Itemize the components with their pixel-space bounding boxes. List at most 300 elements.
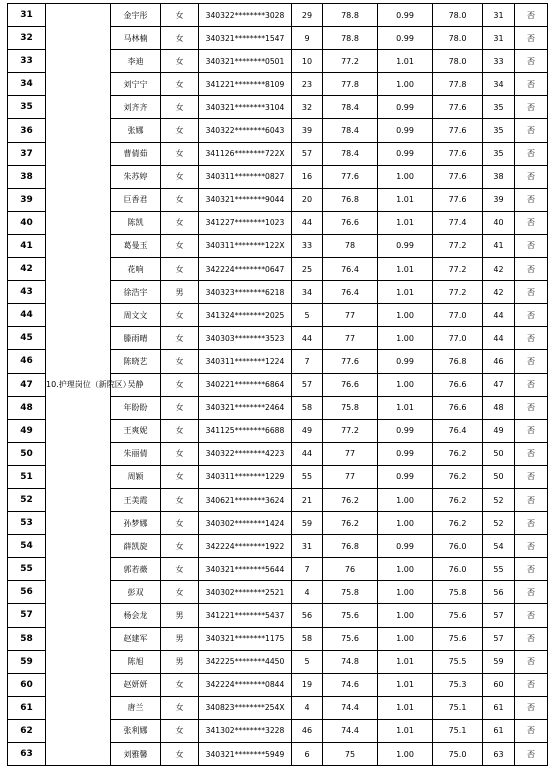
candidate-name: 杨会龙 [111,604,161,627]
exam-number-cell: 23 [292,73,323,96]
coefficient-cell: 0.99 [378,142,433,165]
coefficient-cell: 1.00 [378,373,433,396]
rank-cell: 60 [483,673,515,696]
coefficient-cell: 1.00 [378,604,433,627]
candidate-name: 年盼盼 [111,396,161,419]
id-number-cell: 340321********2464 [199,396,292,419]
final-score-cell: 76.0 [433,535,483,558]
qualified-flag-cell: 否 [515,211,548,234]
id-number-cell: 342225********4450 [199,650,292,673]
final-score-cell: 78.0 [433,27,483,50]
rank-cell: 42 [483,281,515,304]
interview-score-cell: 74.4 [323,696,378,719]
interview-score-cell: 74.6 [323,673,378,696]
row-number: 44 [8,304,46,327]
gender-cell: 女 [161,673,199,696]
final-score-cell: 75.6 [433,627,483,650]
exam-number-cell: 44 [292,211,323,234]
rank-cell: 57 [483,604,515,627]
final-score-cell: 77.6 [433,96,483,119]
gender-cell: 女 [161,396,199,419]
exam-number-cell: 20 [292,188,323,211]
interview-score-cell: 76.6 [323,211,378,234]
interview-score-cell: 76.4 [323,258,378,281]
candidate-name: 朱苏婷 [111,165,161,188]
exam-number-cell: 5 [292,304,323,327]
row-number: 39 [8,188,46,211]
rank-cell: 52 [483,488,515,511]
coefficient-cell: 1.01 [378,50,433,73]
final-score-cell: 77.6 [433,119,483,142]
coefficient-cell: 0.99 [378,465,433,488]
gender-cell: 女 [161,581,199,604]
rank-cell: 35 [483,119,515,142]
exam-number-cell: 4 [292,696,323,719]
rank-cell: 38 [483,165,515,188]
id-number-cell: 341324********2025 [199,304,292,327]
candidate-name: 赵妍妍 [111,673,161,696]
final-score-cell: 76.4 [433,419,483,442]
qualified-flag-cell: 否 [515,165,548,188]
candidate-name: 陈晓艺 [111,350,161,373]
exam-number-cell: 16 [292,165,323,188]
exam-number-cell: 6 [292,743,323,766]
final-score-cell: 76.0 [433,558,483,581]
interview-score-cell: 76.4 [323,281,378,304]
row-number: 54 [8,535,46,558]
id-number-cell: 340321********3104 [199,96,292,119]
exam-number-cell: 7 [292,350,323,373]
interview-score-cell: 75 [323,743,378,766]
results-table-body [8,4,548,766]
qualified-flag-cell: 否 [515,373,548,396]
qualified-flag-cell: 否 [515,604,548,627]
gender-cell: 女 [161,188,199,211]
candidate-name: 马林楠 [111,27,161,50]
id-number-cell: 340621********3624 [199,488,292,511]
coefficient-cell: 0.99 [378,96,433,119]
coefficient-cell: 1.00 [378,512,433,535]
exam-number-cell: 29 [292,4,323,27]
candidate-name: 陈旭 [111,650,161,673]
rank-cell: 46 [483,350,515,373]
exam-number-cell: 19 [292,673,323,696]
id-number-cell: 340823********254X [199,696,292,719]
interview-score-cell: 77 [323,304,378,327]
coefficient-cell: 0.99 [378,4,433,27]
qualified-flag-cell: 否 [515,743,548,766]
table-row [8,4,548,27]
id-number-cell: 340321********0501 [199,50,292,73]
exam-number-cell: 9 [292,27,323,50]
gender-cell: 女 [161,119,199,142]
candidate-name: 曹倩茹 [111,142,161,165]
rank-cell: 35 [483,96,515,119]
gender-cell: 女 [161,4,199,27]
qualified-flag-cell: 否 [515,50,548,73]
rank-cell: 33 [483,50,515,73]
final-score-cell: 75.1 [433,719,483,742]
coefficient-cell: 1.00 [378,488,433,511]
qualified-flag-cell: 否 [515,535,548,558]
candidate-name: 刘雅馨 [111,743,161,766]
id-number-cell: 340322********4223 [199,442,292,465]
gender-cell: 男 [161,650,199,673]
qualified-flag-cell: 否 [515,4,548,27]
coefficient-cell: 0.99 [378,119,433,142]
id-number-cell: 340321********1175 [199,627,292,650]
rank-cell: 61 [483,719,515,742]
coefficient-cell: 1.00 [378,581,433,604]
rank-cell: 54 [483,535,515,558]
final-score-cell: 77.0 [433,304,483,327]
interview-score-cell: 78.8 [323,27,378,50]
gender-cell: 女 [161,719,199,742]
candidate-name: 周颖 [111,465,161,488]
id-number-cell: 341125********6688 [199,419,292,442]
final-score-cell: 77.2 [433,258,483,281]
row-number: 48 [8,396,46,419]
rank-cell: 31 [483,4,515,27]
exam-number-cell: 5 [292,650,323,673]
interview-score-cell: 78 [323,234,378,257]
interview-score-cell: 77.6 [323,165,378,188]
id-number-cell: 340323********6218 [199,281,292,304]
interview-score-cell: 75.8 [323,581,378,604]
coefficient-cell: 1.01 [378,673,433,696]
rank-cell: 44 [483,304,515,327]
row-number: 63 [8,743,46,766]
qualified-flag-cell: 否 [515,696,548,719]
gender-cell: 女 [161,465,199,488]
id-number-cell: 341227********1023 [199,211,292,234]
rank-cell: 61 [483,696,515,719]
qualified-flag-cell: 否 [515,673,548,696]
row-number: 42 [8,258,46,281]
gender-cell: 女 [161,327,199,350]
row-number: 51 [8,465,46,488]
final-score-cell: 75.6 [433,604,483,627]
qualified-flag-cell: 否 [515,258,548,281]
candidate-name: 巨香君 [111,188,161,211]
exam-number-cell: 39 [292,119,323,142]
candidate-name: 朱丽倩 [111,442,161,465]
qualified-flag-cell: 否 [515,581,548,604]
id-number-cell: 340302********1424 [199,512,292,535]
candidate-name: 金宇彤 [111,4,161,27]
final-score-cell: 75.3 [433,673,483,696]
interview-score-cell: 77.2 [323,50,378,73]
exam-number-cell: 31 [292,535,323,558]
row-number: 33 [8,50,46,73]
qualified-flag-cell: 否 [515,234,548,257]
row-number: 50 [8,442,46,465]
qualified-flag-cell: 否 [515,27,548,50]
exam-number-cell: 10 [292,50,323,73]
final-score-cell: 77.6 [433,188,483,211]
candidate-name: 孙梦娜 [111,512,161,535]
qualified-flag-cell: 否 [515,419,548,442]
candidate-name: 王美霞 [111,488,161,511]
interview-score-cell: 76.2 [323,512,378,535]
interview-score-cell: 74.8 [323,650,378,673]
interview-score-cell: 76.2 [323,488,378,511]
qualified-flag-cell: 否 [515,73,548,96]
final-score-cell: 77.2 [433,281,483,304]
interview-score-cell: 77 [323,327,378,350]
coefficient-cell: 0.99 [378,535,433,558]
rank-cell: 41 [483,234,515,257]
row-number: 31 [8,4,46,27]
id-number-cell: 342224********1922 [199,535,292,558]
rank-cell: 35 [483,142,515,165]
coefficient-cell: 0.99 [378,27,433,50]
coefficient-cell: 1.00 [378,743,433,766]
id-number-cell: 341302********3228 [199,719,292,742]
row-number: 38 [8,165,46,188]
row-number: 57 [8,604,46,627]
final-score-cell: 76.2 [433,465,483,488]
final-score-cell: 76.8 [433,350,483,373]
gender-cell: 女 [161,304,199,327]
coefficient-cell: 1.00 [378,627,433,650]
rank-cell: 40 [483,211,515,234]
id-number-cell: 340321********5949 [199,743,292,766]
final-score-cell: 75.1 [433,696,483,719]
exam-number-cell: 25 [292,258,323,281]
candidate-name: 刘齐齐 [111,96,161,119]
exam-number-cell: 57 [292,142,323,165]
interview-score-cell: 76.8 [323,188,378,211]
final-score-cell: 77.0 [433,327,483,350]
interview-score-cell: 75.6 [323,604,378,627]
candidate-name: 赵建军 [111,627,161,650]
id-number-cell: 340302********2521 [199,581,292,604]
qualified-flag-cell: 否 [515,350,548,373]
qualified-flag-cell: 否 [515,465,548,488]
interview-score-cell: 77.6 [323,350,378,373]
final-score-cell: 75.8 [433,581,483,604]
qualified-flag-cell: 否 [515,327,548,350]
rank-cell: 63 [483,743,515,766]
rank-cell: 59 [483,650,515,673]
gender-cell: 女 [161,535,199,558]
interview-score-cell: 76.8 [323,535,378,558]
row-number: 47 [8,373,46,396]
id-number-cell: 342224********0844 [199,673,292,696]
results-table [7,3,548,766]
candidate-name: 徐浩宇 [111,281,161,304]
interview-score-cell: 77 [323,465,378,488]
final-score-cell: 77.2 [433,234,483,257]
exam-number-cell: 32 [292,96,323,119]
qualified-flag-cell: 否 [515,558,548,581]
gender-cell: 女 [161,442,199,465]
row-number: 55 [8,558,46,581]
candidate-name: 唐兰 [111,696,161,719]
interview-score-cell: 76.6 [323,373,378,396]
final-score-cell: 78.0 [433,50,483,73]
id-number-cell: 341221********5437 [199,604,292,627]
rank-cell: 39 [483,188,515,211]
gender-cell: 女 [161,258,199,281]
candidate-name: 张娜 [111,119,161,142]
id-number-cell: 340322********6043 [199,119,292,142]
qualified-flag-cell: 否 [515,442,548,465]
exam-number-cell: 44 [292,327,323,350]
final-score-cell: 76.6 [433,373,483,396]
coefficient-cell: 1.01 [378,281,433,304]
gender-cell: 女 [161,165,199,188]
id-number-cell: 340321********1547 [199,27,292,50]
id-number-cell: 341221********8109 [199,73,292,96]
id-number-cell: 340321********5644 [199,558,292,581]
row-number: 32 [8,27,46,50]
row-number: 37 [8,142,46,165]
row-number: 41 [8,234,46,257]
qualified-flag-cell: 否 [515,281,548,304]
coefficient-cell: 0.99 [378,419,433,442]
exam-number-cell: 56 [292,604,323,627]
candidate-name: 吴静 [111,373,161,396]
gender-cell: 女 [161,419,199,442]
row-number: 61 [8,696,46,719]
qualified-flag-cell: 否 [515,719,548,742]
row-number: 49 [8,419,46,442]
qualified-flag-cell: 否 [515,488,548,511]
final-score-cell: 75.0 [433,743,483,766]
gender-cell: 男 [161,627,199,650]
qualified-flag-cell: 否 [515,142,548,165]
gender-cell: 女 [161,488,199,511]
final-score-cell: 75.5 [433,650,483,673]
qualified-flag-cell: 否 [515,188,548,211]
row-number: 62 [8,719,46,742]
final-score-cell: 77.4 [433,211,483,234]
candidate-name: 刘宁宁 [111,73,161,96]
rank-cell: 31 [483,27,515,50]
qualified-flag-cell: 否 [515,512,548,535]
interview-score-cell: 78.8 [323,4,378,27]
exam-number-cell: 59 [292,512,323,535]
candidate-name: 张利娜 [111,719,161,742]
id-number-cell: 340311********1229 [199,465,292,488]
rank-cell: 57 [483,627,515,650]
row-number: 40 [8,211,46,234]
qualified-flag-cell: 否 [515,650,548,673]
row-number: 53 [8,512,46,535]
candidate-name: 李迪 [111,50,161,73]
interview-score-cell: 76 [323,558,378,581]
id-number-cell: 340303********3523 [199,327,292,350]
interview-score-cell: 75.6 [323,627,378,650]
gender-cell: 女 [161,142,199,165]
candidate-name: 郭若薇 [111,558,161,581]
coefficient-cell: 1.00 [378,304,433,327]
final-score-cell: 78.0 [433,4,483,27]
coefficient-cell: 1.00 [378,165,433,188]
exam-number-cell: 49 [292,419,323,442]
gender-cell: 女 [161,350,199,373]
gender-cell: 女 [161,696,199,719]
id-number-cell: 342224********0647 [199,258,292,281]
interview-score-cell: 74.4 [323,719,378,742]
row-number: 56 [8,581,46,604]
interview-score-cell: 77.2 [323,419,378,442]
coefficient-cell: 1.01 [378,396,433,419]
exam-number-cell: 33 [292,234,323,257]
row-number: 46 [8,350,46,373]
row-number: 45 [8,327,46,350]
id-number-cell: 340321********9044 [199,188,292,211]
interview-score-cell: 78.4 [323,119,378,142]
rank-cell: 44 [483,327,515,350]
candidate-name: 陈凯 [111,211,161,234]
rank-cell: 42 [483,258,515,281]
id-number-cell: 341126********722X [199,142,292,165]
coefficient-cell: 1.00 [378,73,433,96]
qualified-flag-cell: 否 [515,627,548,650]
candidate-name: 薛凯旋 [111,535,161,558]
coefficient-cell: 0.99 [378,442,433,465]
qualified-flag-cell: 否 [515,396,548,419]
qualified-flag-cell: 否 [515,119,548,142]
coefficient-cell: 1.00 [378,558,433,581]
gender-cell: 女 [161,512,199,535]
gender-cell: 女 [161,373,199,396]
gender-cell: 女 [161,234,199,257]
final-score-cell: 76.2 [433,488,483,511]
coefficient-cell: 1.01 [378,719,433,742]
final-score-cell: 77.6 [433,165,483,188]
candidate-name: 彭双 [111,581,161,604]
rank-cell: 48 [483,396,515,419]
rank-cell: 34 [483,73,515,96]
interview-score-cell: 77 [323,442,378,465]
interview-score-cell: 78.4 [323,142,378,165]
candidate-name: 葛曼玉 [111,234,161,257]
exam-number-cell: 46 [292,719,323,742]
candidate-name: 周文文 [111,304,161,327]
id-number-cell: 340311********0827 [199,165,292,188]
id-number-cell: 340221********6864 [199,373,292,396]
coefficient-cell: 1.01 [378,258,433,281]
coefficient-cell: 1.01 [378,650,433,673]
qualified-flag-cell: 否 [515,96,548,119]
row-number: 58 [8,627,46,650]
gender-cell: 女 [161,743,199,766]
candidate-name: 王爽妮 [111,419,161,442]
exam-number-cell: 57 [292,373,323,396]
exam-number-cell: 55 [292,465,323,488]
gender-cell: 女 [161,211,199,234]
final-score-cell: 76.2 [433,442,483,465]
results-sheet [7,3,548,766]
gender-cell: 女 [161,73,199,96]
rank-cell: 50 [483,465,515,488]
coefficient-cell: 1.01 [378,211,433,234]
gender-cell: 男 [161,281,199,304]
interview-score-cell: 75.8 [323,396,378,419]
exam-number-cell: 34 [292,281,323,304]
gender-cell: 女 [161,96,199,119]
rank-cell: 50 [483,442,515,465]
rank-cell: 47 [483,373,515,396]
row-number: 35 [8,96,46,119]
exam-number-cell: 44 [292,442,323,465]
candidate-name: 滕雨晴 [111,327,161,350]
id-number-cell: 340311********1224 [199,350,292,373]
